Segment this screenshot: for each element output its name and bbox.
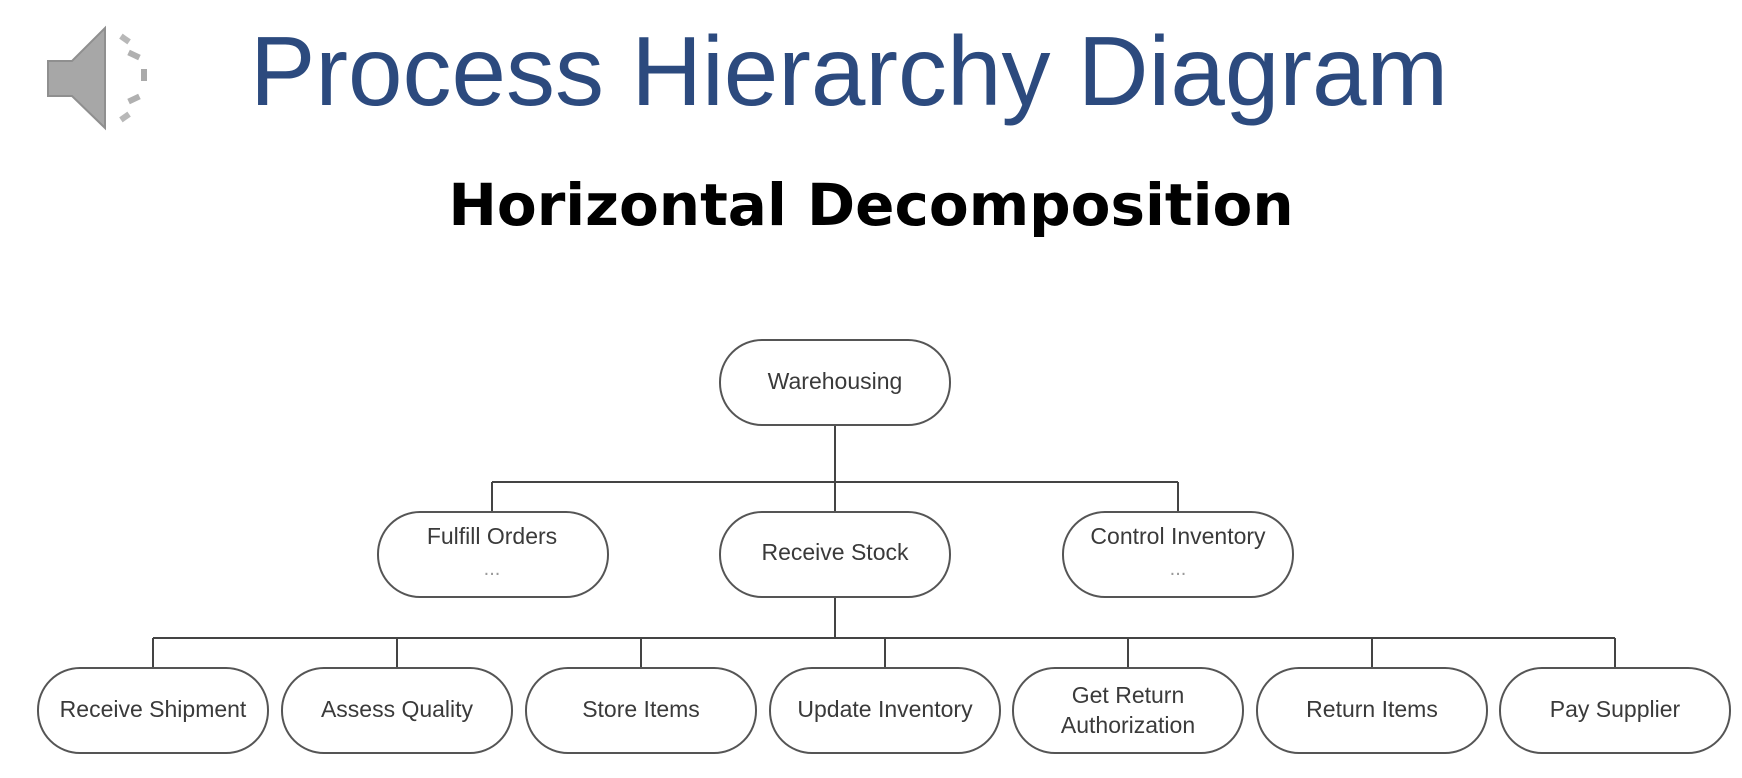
node-pay-supplier[interactable]: [1500, 668, 1730, 753]
node-label: Warehousing: [767, 368, 903, 394]
node-receive-stock[interactable]: [720, 512, 950, 597]
node-shape: [1013, 668, 1243, 753]
node-label: Receive Stock: [761, 539, 909, 565]
page-title: Process Hierarchy Diagram: [250, 16, 1449, 126]
node-assess-quality[interactable]: [282, 668, 512, 753]
node-control-inventory[interactable]: [1063, 512, 1293, 597]
node-label: Assess Quality: [320, 696, 474, 722]
node-label: Fulfill Orders: [426, 523, 558, 549]
node-label: Update Inventory: [797, 696, 973, 722]
node-label: Control Inventory: [1090, 523, 1266, 549]
node-get-return-authorization[interactable]: [1013, 668, 1243, 753]
node-label: Pay Supplier: [1549, 696, 1681, 722]
node-receive-shipment[interactable]: [38, 668, 268, 753]
node-return-items[interactable]: [1257, 668, 1487, 753]
node-sub-label: ...: [483, 558, 501, 580]
node-fulfill-orders[interactable]: [378, 512, 608, 597]
node-label: Receive Shipment: [59, 696, 247, 722]
node-warehousing[interactable]: [720, 340, 950, 425]
node-store-items[interactable]: [526, 668, 756, 753]
node-sub-label: ...: [1169, 558, 1187, 580]
node-label: Return Items: [1306, 696, 1438, 722]
node-label: Store Items: [582, 696, 700, 722]
node-update-inventory[interactable]: [770, 668, 1000, 753]
node-label: Get Return: [1071, 682, 1185, 708]
node-label-line2: Authorization: [1060, 712, 1196, 738]
page-subtitle: Horizontal Decomposition: [448, 171, 1294, 239]
